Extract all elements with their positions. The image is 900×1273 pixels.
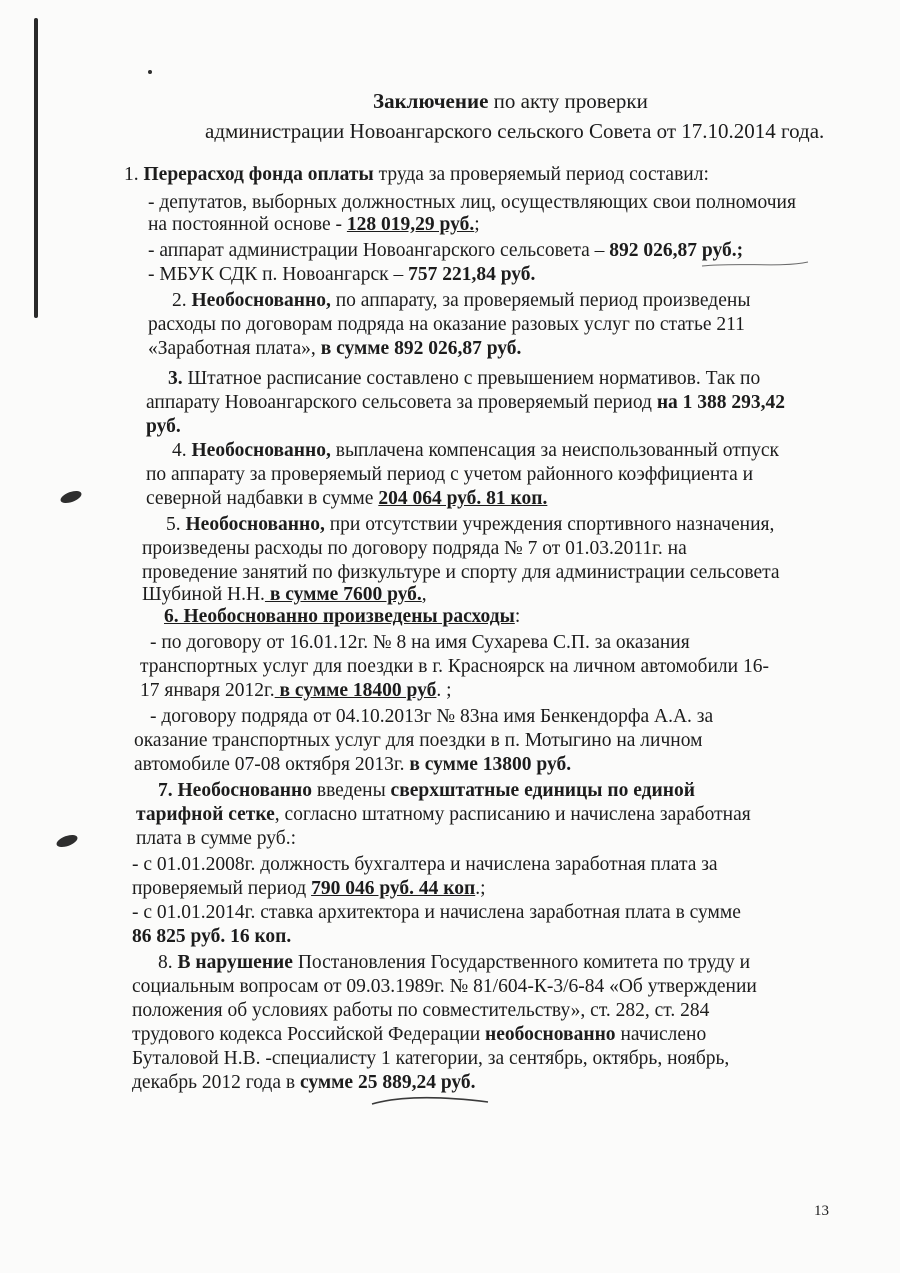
p4-line-2: по аппарату за проверяемый период с учетом районного коэффициента и (146, 464, 754, 485)
p4-amount: 204 064 руб. 81 коп. (378, 488, 548, 509)
p6-l4c: . ; (436, 680, 452, 701)
pen-underline (700, 258, 810, 270)
p1-l4a: - аппарат администрации Новоангарского сельсовета – (148, 240, 605, 261)
p1-line-3 (148, 214, 480, 236)
p5-line-2: произведены расходы по договору подряда № 7 от 01.03.2011г. на (142, 538, 687, 559)
p2-line-3 (148, 338, 521, 360)
page-number: 13 (814, 1203, 829, 1219)
p7-mid: введены (311, 780, 391, 801)
p3-line-3: руб. (146, 416, 181, 437)
p1-num: 1. (124, 164, 139, 185)
p5-num: 5. (166, 514, 181, 535)
p2-num: 2. (172, 290, 187, 311)
p3-line-1 (168, 368, 760, 390)
p6-colon: : (514, 606, 521, 627)
p4-num: 4. (172, 440, 187, 461)
title-rest: по акту проверки (488, 89, 648, 113)
p7-line-7: 86 825 руб. 16 коп. (132, 926, 292, 947)
p8-line-5: Буталовой Н.В. -специалисту 1 категории, за сентябрь, октябрь, ноябрь, (132, 1048, 730, 1069)
p1-amount-deputies: 128 019,29 руб. (346, 214, 475, 235)
p8-line-6 (132, 1072, 476, 1094)
p8-line-2: социальным вопросам от 09.03.1989г. № 81/604-К-3/6-84 «Об утверждении (132, 976, 757, 997)
p7-line-1 (158, 780, 695, 802)
p7-bold2: сверхштатные единицы по единой (390, 780, 695, 801)
p1-rest: труда за проверяемый период составил: (373, 164, 709, 185)
doc-subtitle: администрации Новоангарского сельского Совета от 17.10.2014 года. (205, 119, 825, 143)
p1-l5a: - МБУК СДК п. Новоангарск – (148, 264, 404, 285)
p8-line-3: положения об условиях работы по совместительству», ст. 282, ст. 284 (132, 1000, 710, 1021)
doc-title (373, 90, 648, 112)
p3-l2a: аппарату Новоангарского сельсовета за проверяемый период (146, 392, 652, 413)
p7-line-5 (132, 878, 486, 900)
p6-line-7 (134, 754, 571, 776)
p3-line-2 (146, 392, 785, 414)
p7-line-3: плата в сумме руб.: (136, 828, 296, 849)
p7-num: 7. (158, 780, 173, 801)
p6-amount-2: в сумме 13800 руб. (404, 754, 572, 775)
p8-l4c: начислено (615, 1024, 707, 1045)
p5-line-4 (142, 584, 427, 606)
p5-line-3: проведение занятий по физкультуре и спорту для администрации сельсовета (142, 562, 780, 583)
p6-l7a: автомобиле 07-08 октября 2013г. (134, 754, 405, 775)
p6-amount-1: в сумме 18400 руб (274, 680, 437, 701)
p7-line-2 (136, 804, 751, 826)
p2-line-1 (172, 290, 750, 312)
p5-lead: Необоснованно, (185, 514, 325, 535)
p1-line-4 (148, 240, 743, 262)
scan-mark (55, 833, 79, 850)
p4-line-3 (146, 488, 547, 510)
p7-line-4: - с 01.01.2008г. должность бухгалтера и начислена заработная плата за (132, 854, 718, 875)
p1-l3c: ; (474, 214, 480, 235)
p7-amount-1: 790 046 руб. 44 коп (311, 878, 476, 899)
p8-l4b: необоснованно (485, 1024, 616, 1045)
p7-l2a: тарифной сетке (136, 804, 275, 825)
p8-lead: В нарушение (177, 952, 293, 973)
p8-l6a: декабрь 2012 года в (132, 1072, 300, 1093)
p8-line-4 (132, 1024, 706, 1046)
p6-line-5: - договору подряда от 04.10.2013г № 83на имя Бенкендорфа А.А. за (150, 706, 714, 727)
p1-line-1 (124, 164, 709, 186)
p3-amount: на 1 388 293,42 (651, 392, 786, 413)
p6-line-3: транспортных услуг для поездки в г. Красноярск на личном автомобили 16- (140, 656, 769, 677)
p8-amount: сумме 25 889,24 руб. (299, 1072, 476, 1093)
p2-lead: Необоснованно, (191, 290, 331, 311)
p1-lead: Перерасход фонда оплаты (143, 164, 374, 185)
p5-l4a: Шубиной Н.Н. (142, 584, 265, 605)
p2-amount: в сумме 892 026,87 руб. (315, 338, 522, 359)
p4-rest: выплачена компенсация за неиспользованный отпуск (330, 440, 780, 461)
p2-line-2: расходы по договорам подряда на оказание разовых услуг по статье 211 (148, 314, 745, 335)
p7-line-6: - с 01.01.2014г. ставка архитектора и начислена заработная плата в сумме (132, 902, 741, 923)
title-bold: Заключение (373, 89, 489, 113)
p5-rest: при отсутствии учреждения спортивного назначения, (324, 514, 775, 535)
p6-line-1 (164, 606, 520, 628)
scan-speck (148, 70, 152, 74)
p6-line-6: оказание транспортных услуг для поездки в п. Мотыгино на личном (134, 730, 703, 751)
p8-num: 8. (158, 952, 173, 973)
p8-line-1 (158, 952, 750, 974)
p4-l3a: северной надбавки в сумме (146, 488, 379, 509)
p5-amount: в сумме 7600 руб. (264, 584, 422, 605)
p1-amount-sdk: 757 221,84 руб. (408, 264, 536, 285)
p2-rest: по аппарату, за проверяемый период произведены (330, 290, 751, 311)
p1-amount-apparatus: 892 026,87 руб.; (609, 240, 744, 261)
p8-l4a: трудового кодекса Российской Федерации (132, 1024, 486, 1045)
p6-line-2: - по договору от 16.01.12г. № 8 на имя Сухарева С.П. за оказания (150, 632, 690, 653)
p4-line-1 (172, 440, 779, 462)
p3-l1: Штатное расписание составлено с превышением нормативов. Так по (182, 368, 761, 389)
p4-lead: Необоснованно, (191, 440, 331, 461)
p6-line-4 (140, 680, 452, 702)
p7-l5a: проверяемый период (132, 878, 312, 899)
p5-l4c: , (421, 584, 427, 605)
p1-l3a: на постоянной основе - (148, 214, 343, 235)
p7-l2b: , согласно штатному расписанию и начислена заработная (274, 804, 751, 825)
pen-underline (370, 1094, 490, 1108)
p7-l5c: .; (475, 878, 486, 899)
p1-line-2: - депутатов, выборных должностных лиц, осуществляющих свои полномочия (148, 192, 796, 213)
p6-l4a: 17 января 2012г. (140, 680, 275, 701)
p1-line-5 (148, 264, 535, 286)
p6-head: 6. Необоснованно произведены расходы (164, 606, 515, 627)
margin-line (34, 18, 38, 318)
scan-mark (59, 489, 83, 506)
p8-rest: Постановления Государственного комитета по труду и (292, 952, 751, 973)
p3-num: 3. (168, 368, 183, 389)
p5-line-1 (166, 514, 774, 536)
p2-l3a: «Заработная плата», (148, 338, 316, 359)
p7-lead: Необоснованно (177, 780, 312, 801)
